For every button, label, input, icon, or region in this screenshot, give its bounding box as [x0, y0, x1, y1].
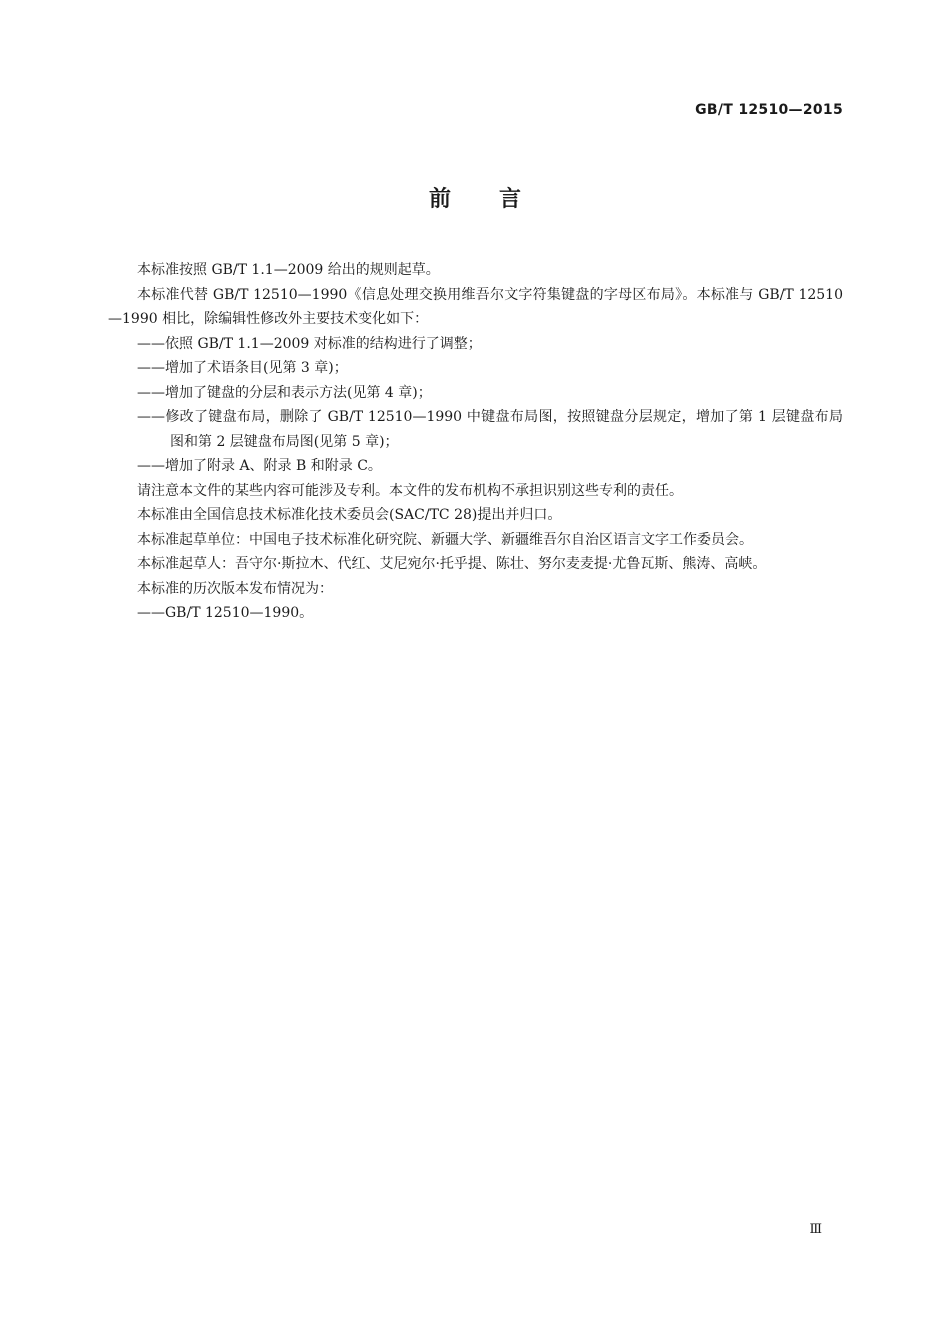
- change-item-annexes: ——增加了附录 A、附录 B 和附录 C。: [137, 458, 382, 474]
- paragraph-proposer: 本标准由全国信息技术标准化技术委员会(SAC/TC 28)提出并归口。: [137, 507, 562, 523]
- change-item-layout: ——修改了键盘布局，删除了 GB/T 12510—1990 中键盘布局图，按照键盘分层规定，增加了第 1 层键盘布局图和第 2 层键盘布局图(见第 5 章)；: [137, 409, 843, 450]
- change-item-terms: ——增加了术语条目(见第 3 章)；: [137, 360, 348, 376]
- page-title: 前言: [428, 187, 569, 212]
- paragraph-drafting-rules: 本标准按照 GB/T 1.1—2009 给出的规则起草。: [137, 262, 440, 278]
- paragraph-history: 本标准的历次版本发布情况为：: [137, 580, 333, 597]
- paragraph-drafting-units: 本标准起草单位：中国电子技术标准化研究院、新疆大学、新疆维吾尔自治区语言文字工作委员会。: [137, 531, 753, 548]
- page-number: Ⅲ: [809, 1222, 822, 1237]
- change-item-layers: ——增加了键盘的分层和表示方法(见第 4 章)；: [137, 384, 432, 401]
- paragraph-drafters: 本标准起草人：吾守尔·斯拉木、代红、艾尼宛尔·托乎提、陈壮、努尔麦麦提·尤鲁瓦斯、熊涛、高峡。: [137, 556, 767, 572]
- standard-number: GB/T 12510—2015: [695, 102, 843, 118]
- history-item: ——GB/T 12510—1990。: [137, 605, 314, 621]
- change-item-structure: ——依照 GB/T 1.1—2009 对标准的结构进行了调整；: [137, 335, 482, 352]
- paragraph-patent-notice: 请注意本文件的某些内容可能涉及专利。本文件的发布机构不承担识别这些专利的责任。: [137, 482, 683, 499]
- paragraph-replaces: 本标准代替 GB/T 12510—1990《信息处理交换用维吾尔文字符集键盘的字母区布局》。本标准与 GB/T 12510—1990 相比，除编辑性修改外主要技术变化如下：: [108, 286, 843, 327]
- foreword-body: [108, 258, 843, 626]
